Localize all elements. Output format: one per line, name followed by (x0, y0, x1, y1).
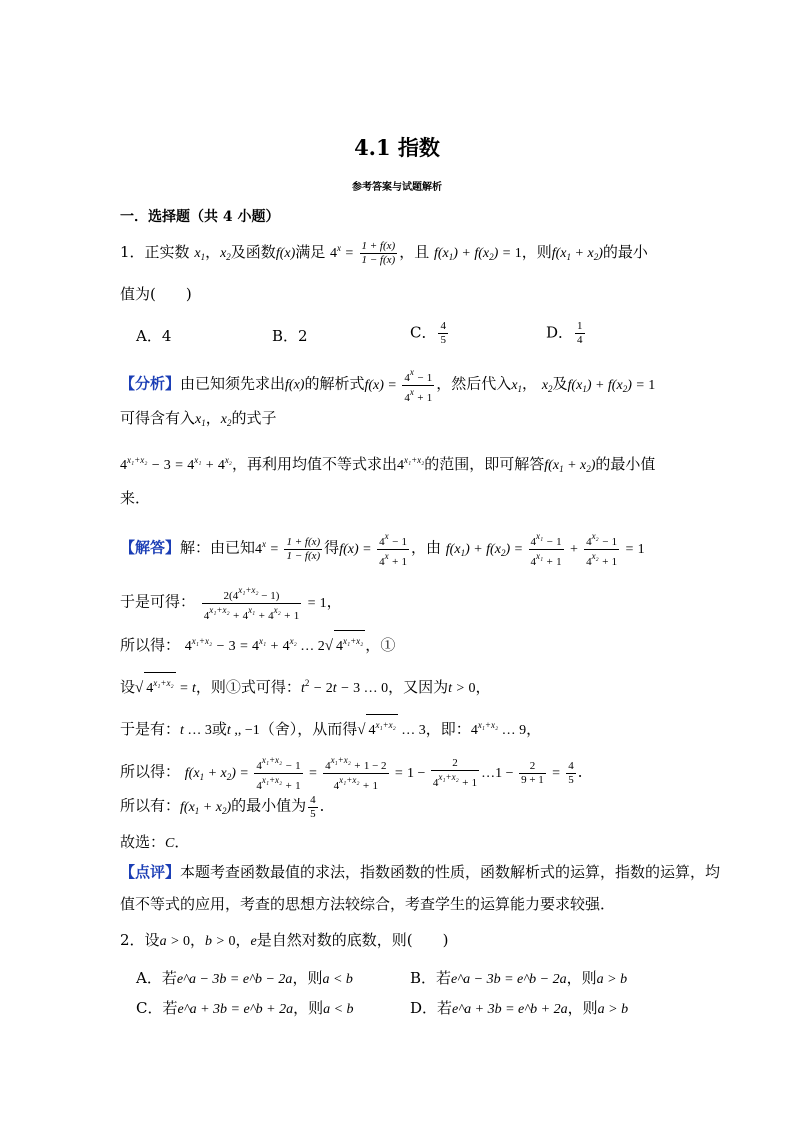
math-power: $4^{x_1+x_2}$ (396, 455, 425, 473)
math-x2: $x_2$ (220, 412, 232, 428)
option-label: C． (410, 323, 437, 342)
math-x1: $x_1$ (195, 412, 206, 428)
option-label: B．若 (410, 969, 452, 987)
analysis-text: ，再利用均值不等式求出 (231, 455, 397, 473)
math-t-root2: t ,, −1 (226, 723, 260, 738)
option-condition: e^a − 3b = e^b − 2a (451, 972, 567, 987)
math-t-positive: t > 0 (448, 681, 476, 696)
fraction-numerator: 4 (440, 320, 446, 332)
math-x1: $x_1$ (511, 377, 523, 394)
q1-solution-line5: 于是有：t … 3或t ,, −1（舍），从而得√ $4^{x_1+x_2}$ … 3，即：$4^{x_1+x_2}$ … 9， (120, 714, 541, 741)
solution-text: ，又因为 (388, 678, 449, 696)
q2-stem-text: 是自然对数的底数，则( ) (256, 931, 449, 949)
q1-solution-line1 (120, 530, 645, 569)
q2-option-b (410, 968, 627, 990)
solution-text: （舍），从而得 (259, 720, 358, 738)
math-fraction-equation: $\frac{2(4^{x_1+x_2} - 1)}{4^{x_1+x_2} + 4^{x_1} + 4^{x_2} + 1}$ = 1 (203, 585, 327, 622)
q1-stem-text: ，且 (399, 243, 430, 261)
q1-solution-line7: 所以有：$f(x_1 + x_2)$的最小值为 $\frac{4}{5}$ ． (120, 794, 335, 820)
math-e: e (250, 934, 257, 949)
q1-solution-line6: 所以得： $f(x_1 + x_2)$ = $\frac{4^{x_1+x_2} - 1}{4^{x_1+x_2} + 1}$ = $\frac{4^{x_1+x_2} + 1 - 2}{4^{x_1+x_2} + 1}$ = 1 − $\frac{2}{4^{x_1+x_2} + 1}$ …1 − $\frac{2}{9 + 1}$ = $\frac{4}{5}$ ． (120, 755, 593, 792)
solution-text: 或 (211, 720, 227, 738)
q1-stem-line1: 1．正实数 $x_1$，$x_2$及函数f(x)满足 $4^x$ = $\frac{1 + f(x)}{1 - f(x)}$ ，且 $f(x_1) + f(x_2) = 1$，则$f(x_1 + x_2)$的最小 (120, 240, 648, 267)
option-result: a < b (323, 1002, 354, 1017)
option-condition: e^a − 3b = e^b − 2a (176, 972, 293, 987)
q1-analysis-line3 (120, 450, 655, 479)
q2-option-d (410, 998, 628, 1020)
q1-review-line1 (120, 862, 720, 882)
solution-text: ，则①式可得： (195, 678, 301, 696)
math-quadratic: $t^2 - 2t - 3$ … 0 (300, 678, 389, 696)
math-relation: $4^{x_1+x_2} - 3 = 4^{x_1} + 4^{x_2}$ (120, 455, 232, 473)
q1-option-a: A．4 (136, 327, 172, 345)
math-x1: $x_1$ (194, 246, 206, 262)
q1-review-line2: 值不等式的应用，考查的思想方法较综合，考查学生的运算能力要求较强． (120, 895, 616, 913)
page-title: 4.1 指数 (354, 135, 440, 160)
q1-analysis-line2: 可得含有入$x_1$，$x_2$的式子 (120, 409, 277, 428)
option-text: ，则 (567, 999, 598, 1017)
math-x2: $x_2$ (220, 246, 231, 262)
math-t-root1: t … 3 (180, 723, 212, 738)
page-subtitle: 参考答案与试题解析 (352, 182, 442, 193)
q2-option-c (136, 998, 354, 1020)
fraction-denominator: 5 (440, 334, 446, 346)
analysis-tag: 【分析】 (120, 374, 181, 393)
q1-option-d (546, 320, 587, 347)
math-equation: $4^x$ = $\frac{1 + f(x)}{1 - f(x)}$ (255, 536, 321, 562)
answer-letter: C (165, 836, 175, 851)
math-sum: $f(x_1) + f(x_2)$ = $\frac{4^{x_1} - 1}{4^{x_1} + 1}$ + $\frac{4^{x_2} - 1}{4^{x_2} + 1}$ = 1 (445, 531, 645, 568)
math-fx: f(x) (275, 246, 296, 261)
q1-option-c (410, 320, 450, 347)
solution-text: 所以有： (120, 796, 181, 815)
solution-tag: 【解答】 (120, 538, 181, 557)
q1-solution-line2: 于是可得： $\frac{2(4^{x_1+x_2} - 1)}{4^{x_1+x_2} + 4^{x_1} + 4^{x_2} + 1}$ = 1， (120, 585, 342, 622)
q1-stem-text: 的最小 (602, 243, 648, 261)
solution-text: 于是可得： (120, 592, 196, 611)
option-text: ，则 (293, 999, 324, 1017)
review-tag: 【点评】 (120, 863, 181, 881)
option-condition: e^a + 3b = e^b + 2a (177, 1002, 294, 1017)
analysis-text: 的范围，即可解答 (424, 455, 545, 473)
q1-number: 1． (120, 243, 145, 261)
q1-answer: 故选：C． (120, 833, 190, 851)
q2-number: 2． (120, 931, 145, 949)
math-fx: f(x) (285, 377, 305, 393)
math-min-value: $\frac{4}{5}$ (310, 794, 316, 820)
option-condition: e^a + 3b = e^b + 2a (452, 1002, 568, 1017)
fraction-denominator: 4 (577, 334, 583, 346)
analysis-text: 的解析式 (304, 374, 365, 393)
q2-stem: 2．设a > 0，b > 0，e是自然对数的底数，则( ) (120, 931, 449, 949)
section-heading: 一．选择题（共 4 小题） (120, 209, 280, 225)
math-inequality: $4^{x_1+x_2} - 3 = 4^{x_1} + 4^{x_2}$ … 2√ $4^{x_1+x_2}$ (185, 639, 366, 654)
q1-option-b: B．2 (272, 327, 308, 345)
option-label: D． (546, 323, 574, 342)
option-label: A．若 (136, 969, 177, 987)
math-power-bound: $4^{x_1+x_2}$ … 9 (470, 720, 527, 738)
q1-stem-line2: 值为( ) (120, 285, 192, 303)
analysis-text: 可得含有入 (120, 409, 196, 427)
circled-number: ① (380, 636, 396, 654)
q1-stem-text: ，则 (521, 243, 552, 261)
math-substitution: √ $4^{x_1+x_2} = t$ (135, 681, 196, 696)
q1-solution-line4: 设√ $4^{x_1+x_2} = t$，则①式可得：$t^2 - 2t - 3$ … 0，又因为t > 0， (120, 672, 491, 699)
math-equation: $4^x$ = $\frac{1 + f(x)}{1 - f(x)}$ (330, 240, 396, 267)
q1-solution-line3: 所以得： $4^{x_1+x_2} - 3 = 4^{x_1} + 4^{x_2}$ … 2√ $4^{x_1+x_2}$ ，① (120, 630, 395, 657)
q1-stem-text: 及函数 (230, 243, 276, 261)
option-label: C．若 (136, 999, 178, 1017)
math-target: $f(x_1 + x_2)$ (180, 799, 232, 816)
option-result: a > b (596, 972, 628, 987)
q1-analysis-line4: 来． (120, 489, 151, 507)
solution-text: 得 (324, 538, 340, 557)
q1-stem-text: 正实数 (144, 243, 190, 261)
math-condition: $f(x_1) + f(x_2) = 1$ (567, 377, 656, 394)
solution-text: 于是有： (120, 720, 181, 738)
math-target: $f(x_1 + x_2)$ (544, 458, 596, 474)
option-text: ，则 (292, 969, 323, 987)
math-b-positive: b > 0 (205, 934, 236, 949)
option-text: ，则 (566, 969, 597, 987)
option-result: a < b (322, 972, 353, 987)
solution-text: 设 (120, 678, 136, 696)
solution-text: 所以得： (120, 762, 181, 781)
analysis-text: 由已知须先求出 (180, 374, 286, 393)
solution-text: 所以得： (120, 636, 181, 654)
analysis-text: ，然后代入 (436, 374, 512, 393)
review-text: 本题考查函数最值的求法，指数函数的性质，函数解析式的运算，指数的运算，均 (180, 863, 721, 881)
analysis-text: 的最小值 (595, 455, 656, 473)
math-target: $f(x_1 + x_2)$ (551, 246, 603, 262)
q2-option-a (136, 968, 353, 990)
q2-stem-text: 设 (144, 931, 160, 949)
option-result: a > b (597, 1002, 629, 1017)
solution-text: 解：由已知 (180, 538, 256, 557)
math-condition: $f(x_1) + f(x_2) = 1$ (433, 246, 522, 262)
math-x2: $x_2$ (541, 377, 553, 394)
fraction-numerator: 1 (577, 320, 583, 332)
math-a-positive: a > 0 (159, 934, 191, 949)
analysis-text: 的式子 (231, 409, 277, 427)
q1-stem-text: 满足 (295, 243, 326, 261)
q2-stem-text: ， (190, 931, 206, 949)
answer-label: 故选： (120, 833, 166, 851)
math-chain: $f(x_1 + x_2)$ = $\frac{4^{x_1+x_2} - 1}{4^{x_1+x_2} + 1}$ = $\frac{4^{x_1+x_2} + 1 - 2}{4^{x_1+x_2} + 1}$ = 1 − $\frac{2}{4^{x_1+x_2} + 1}$ …1 − $\frac{2}{9 + 1}$ = $\frac{4}{5}$ (184, 755, 574, 792)
q1-analysis-line1: 【分析】由已知须先求出f(x)的解析式f(x) = $\frac{4^x - 1}{4^x + 1}$ ，然后代入$x_1$， $x_2$及$f(x_1) + f(x_2) = 1$ (120, 367, 656, 404)
analysis-text: 及 (552, 374, 568, 393)
math-root-bound: √ $4^{x_1+x_2}$ … 3 (357, 723, 426, 738)
solution-text: ，即： (425, 720, 471, 738)
option-label: D．若 (410, 999, 453, 1017)
math-expression: f(x) = $\frac{4^x - 1}{4^x + 1}$ (339, 531, 407, 568)
solution-text: ，由 (411, 538, 442, 557)
math-expression: f(x) = $\frac{4^x - 1}{4^x + 1}$ (364, 367, 433, 404)
solution-text: 的最小值为 (231, 796, 307, 815)
